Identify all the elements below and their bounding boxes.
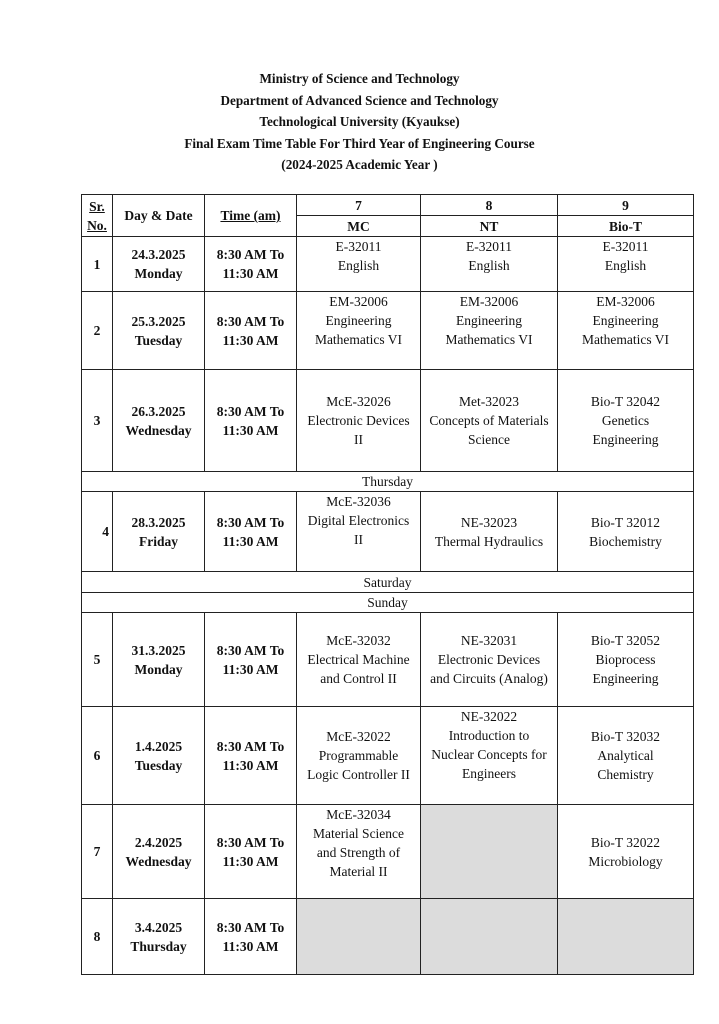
bio-subject: Bio-T 32012 Biochemistry: [558, 492, 694, 572]
date-cell: 2.4.2025 Wednesday: [113, 805, 205, 899]
group-name-bio: Bio-T: [558, 216, 694, 237]
date-cell: 26.3.2025 Wednesday: [113, 370, 205, 472]
group-num-nt: 8: [421, 195, 558, 216]
sr-cell: 6: [82, 707, 113, 805]
gap-row: [82, 572, 694, 593]
time-cell: 8:30 AM To 11:30 AM: [205, 492, 297, 572]
sr-cell: 7: [82, 805, 113, 899]
mc-subject: McE-32026 Electronic Devices II: [297, 370, 421, 472]
sr-cell: 3: [82, 370, 113, 472]
bio-subject: Bio-T 32052 Bioprocess Engineering: [558, 613, 694, 707]
nt-subject: Met-32023 Concepts of Materials Science: [421, 370, 558, 472]
mc-subject: McE-32022 Programmable Logic Controller II: [297, 707, 421, 805]
sr-cell: 4: [82, 492, 113, 572]
time-cell: 8:30 AM To 11:30 AM: [205, 613, 297, 707]
document-header: [0, 68, 719, 176]
bio-subject: Bio-T 32042 Genetics Engineering: [558, 370, 694, 472]
nt-subject: [421, 805, 558, 899]
timetable-title: Final Exam Time Table For Third Year of Engineering Course: [184, 135, 535, 151]
nt-subject: NE-32031 Electronic Devices and Circuits (Analog): [421, 613, 558, 707]
group-name-mc: MC: [297, 216, 421, 237]
sr-cell: 1: [82, 237, 113, 292]
bio-subject: EM-32006 Engineering Mathematics VI: [558, 292, 694, 370]
header-day-date: Day & Date: [113, 195, 205, 237]
gap-row: [82, 472, 694, 492]
header-time: Time (am): [205, 195, 297, 237]
mc-subject: EM-32006 Engineering Mathematics VI: [297, 292, 421, 370]
sr-cell: 5: [82, 613, 113, 707]
table-row: [82, 899, 694, 975]
table-row: [82, 492, 694, 572]
header-sr-no: Sr. No.: [82, 195, 113, 237]
sr-cell: 2: [82, 292, 113, 370]
gap-thursday: Thursday: [82, 472, 694, 492]
group-num-bio: 9: [558, 195, 694, 216]
table-row: [82, 292, 694, 370]
nt-subject: E-32011 English: [421, 237, 558, 292]
group-num-mc: 7: [297, 195, 421, 216]
date-cell: 25.3.2025 Tuesday: [113, 292, 205, 370]
gap-row: [82, 593, 694, 613]
bio-subject: Bio-T 32032 Analytical Chemistry: [558, 707, 694, 805]
time-cell: 8:30 AM To 11:30 AM: [205, 370, 297, 472]
date-cell: 31.3.2025 Monday: [113, 613, 205, 707]
gap-saturday: Saturday: [82, 572, 694, 593]
bio-subject: Bio-T 32022 Microbiology: [558, 805, 694, 899]
academic-year: (2024-2025 Academic Year ): [281, 157, 438, 172]
time-cell: 8:30 AM To 11:30 AM: [205, 237, 297, 292]
date-cell: 24.3.2025 Monday: [113, 237, 205, 292]
bio-subject: [558, 899, 694, 975]
university-title: Technological University (Kyaukse): [259, 114, 460, 129]
mc-subject: [297, 899, 421, 975]
ministry-title: Ministry of Science and Technology: [259, 71, 460, 86]
table-row: [82, 613, 694, 707]
time-cell: 8:30 AM To 11:30 AM: [205, 899, 297, 975]
nt-subject: NE-32022 Introduction to Nuclear Concepts for Engineers: [421, 707, 558, 805]
time-cell: 8:30 AM To 11:30 AM: [205, 707, 297, 805]
time-cell: 8:30 AM To 11:30 AM: [205, 805, 297, 899]
bio-subject: E-32011 English: [558, 237, 694, 292]
nt-subject: NE-32023 Thermal Hydraulics: [421, 492, 558, 572]
date-cell: 28.3.2025 Friday: [113, 492, 205, 572]
exam-timetable: [81, 194, 694, 975]
table-row: [82, 707, 694, 805]
group-name-nt: NT: [421, 216, 558, 237]
nt-subject: [421, 899, 558, 975]
mc-subject: E-32011 English: [297, 237, 421, 292]
gap-sunday: Sunday: [82, 593, 694, 613]
time-cell: 8:30 AM To 11:30 AM: [205, 292, 297, 370]
date-cell: 3.4.2025 Thursday: [113, 899, 205, 975]
table-row: [82, 370, 694, 472]
table-row: [82, 237, 694, 292]
mc-subject: McE-32034 Material Science and Strength of Material II: [297, 805, 421, 899]
table-row: [82, 805, 694, 899]
sr-cell: 8: [82, 899, 113, 975]
department-title: Department of Advanced Science and Technology: [220, 92, 499, 108]
nt-subject: EM-32006 Engineering Mathematics VI: [421, 292, 558, 370]
mc-subject: McE-32036 Digital Electronics II: [297, 492, 421, 572]
date-cell: 1.4.2025 Tuesday: [113, 707, 205, 805]
mc-subject: McE-32032 Electrical Machine and Control II: [297, 613, 421, 707]
